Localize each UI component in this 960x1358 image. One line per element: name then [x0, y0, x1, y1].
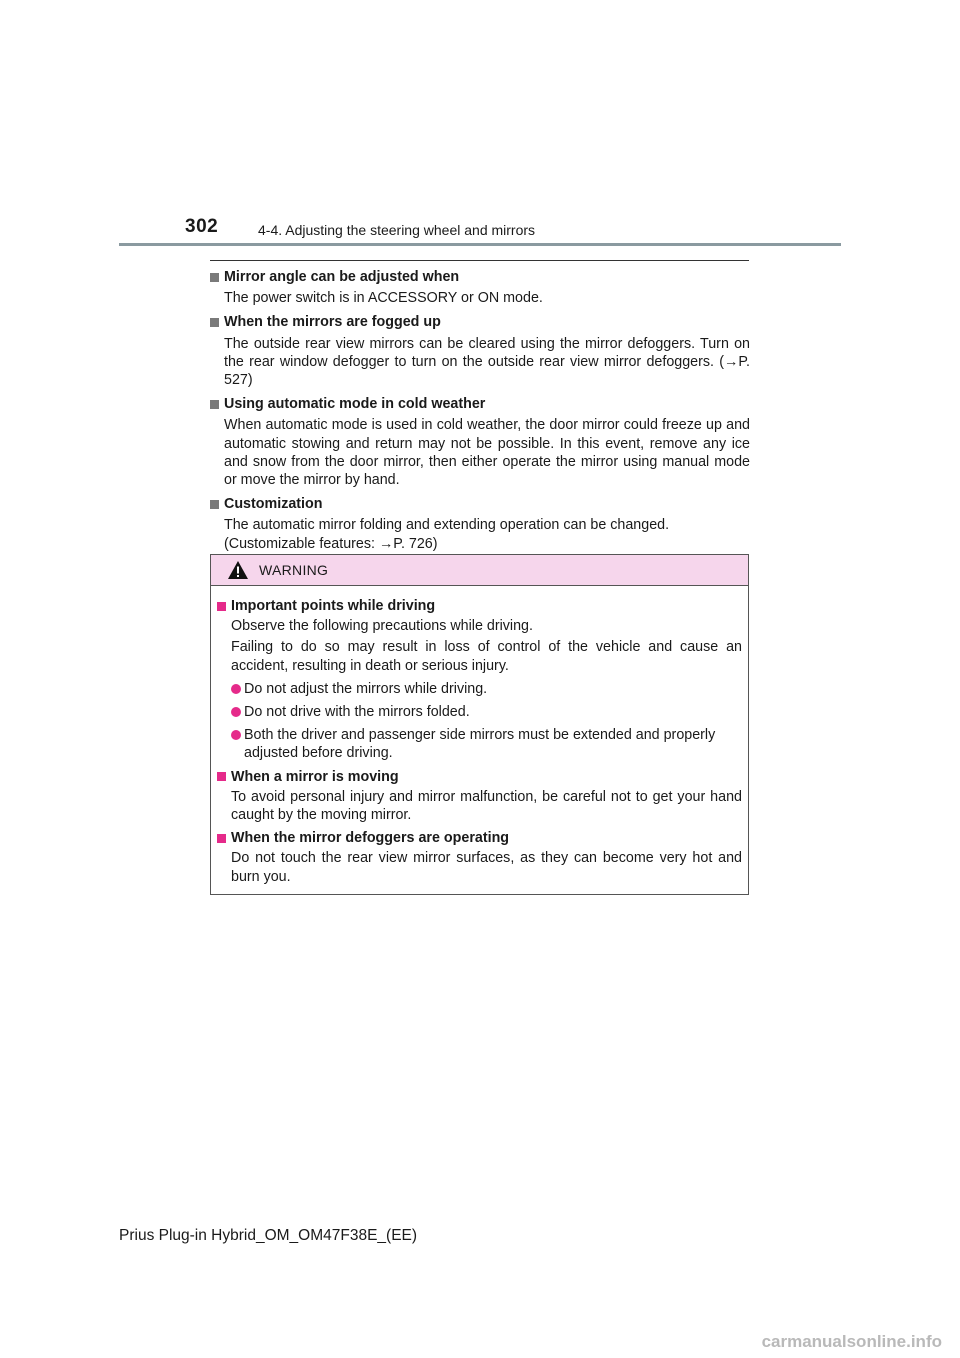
warning-bullet: [231, 703, 742, 721]
warning-section-title: Important points while driving: [231, 598, 436, 614]
warning-label: WARNING: [259, 562, 329, 578]
info-item: [210, 493, 750, 555]
round-bullet-icon: [231, 684, 241, 694]
warning-text: Observe the following precautions while driving.: [231, 618, 533, 635]
info-item: [210, 266, 750, 309]
round-bullet-icon: [231, 707, 241, 717]
item-text: The outside rear view mirrors can be cleared using the mirror defoggers. Turn on the rear window defogger to turn on the outside rear view mirror defoggers. (→P. 527): [224, 335, 750, 389]
warning-section-title: When the mirror defoggers are operating: [231, 830, 510, 847]
info-item: [210, 393, 750, 491]
page-number: 302: [185, 216, 219, 237]
info-item: [210, 311, 750, 391]
warning-bullet: [231, 726, 742, 762]
square-bullet-icon: [210, 273, 219, 282]
item-text: The automatic mirror folding and extending operation can be changed.: [224, 517, 670, 534]
bullet-text: Do not drive with the mirrors folded.: [244, 704, 470, 721]
square-bullet-icon: [217, 772, 226, 781]
square-bullet-icon: [217, 602, 226, 611]
item-text: The power switch is in ACCESSORY or ON mode.: [224, 290, 543, 307]
warning-text: To avoid personal injury and mirror malfunction, be careful not to get your hand caught by the moving mirror.: [231, 788, 742, 824]
info-items: [210, 266, 750, 557]
square-bullet-icon: [210, 500, 219, 509]
bullet-text: Do not adjust the mirrors while driving.: [244, 680, 488, 697]
square-bullet-icon: [217, 834, 226, 843]
footer-document-id: Prius Plug-in Hybrid_OM_OM47F38E_(EE): [119, 1227, 418, 1244]
watermark: carmanualsonline.info: [761, 1332, 942, 1351]
header-rule: [119, 243, 841, 246]
item-title: Customization: [224, 496, 323, 513]
square-bullet-icon: [210, 400, 219, 409]
content-top-rule: [210, 260, 749, 261]
square-bullet-icon: [210, 318, 219, 327]
round-bullet-icon: [231, 730, 241, 740]
warning-bullet: [231, 680, 742, 698]
warning-header: [211, 555, 748, 586]
section-title: 4-4. Adjusting the steering wheel and mirrors: [258, 222, 536, 238]
item-title: When the mirrors are fogged up: [224, 314, 441, 331]
bullet-text: Both the driver and passenger side mirrors must be extended and properly adjusted before driving.: [244, 727, 716, 762]
warning-box: [210, 554, 749, 895]
item-text: When automatic mode is used in cold weather, the door mirror could freeze up and automatic stowing and return may not be possible. In this event, remove any ice and snow from the door mirror, then either operate the mirror using manual mode or move the mirror by hand.: [224, 417, 750, 489]
item-title: Mirror angle can be adjusted when: [224, 269, 460, 285]
warning-text: Do not touch the rear view mirror surfaces, as they can become very hot and burn you.: [231, 850, 742, 885]
item-text: (Customizable features: →P. 726): [224, 535, 438, 552]
warning-section-title: When a mirror is moving: [231, 768, 399, 785]
warning-triangle-icon: [227, 560, 249, 580]
warning-text: Failing to do so may result in loss of control of the vehicle and cause an accident, resulting in death or serious injury.: [231, 639, 742, 674]
item-title: Using automatic mode in cold weather: [224, 396, 486, 413]
